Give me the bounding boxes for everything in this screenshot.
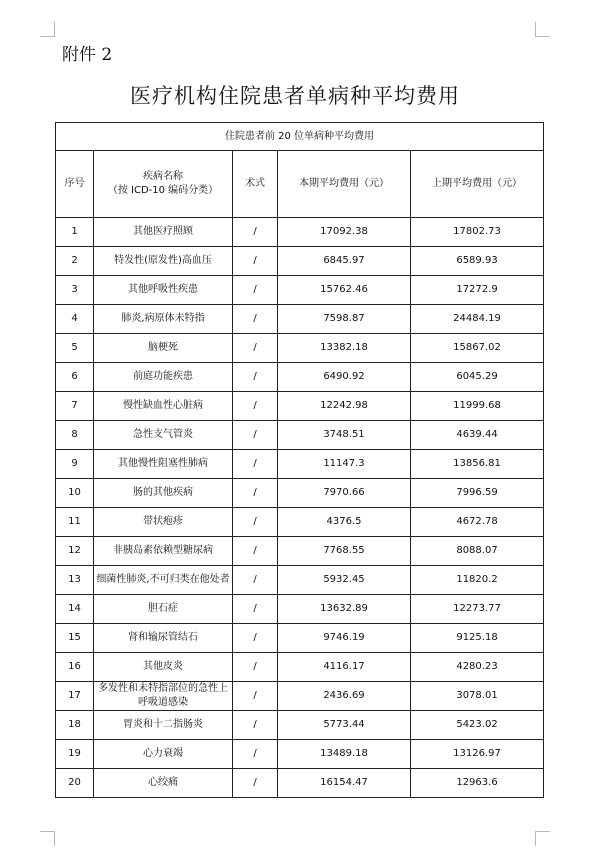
cell-disease: 脑梗死	[94, 334, 233, 363]
cell-seq: 10	[56, 479, 94, 508]
attachment-label: 附件 2	[62, 45, 113, 65]
cell-current-cost: 3748.51	[278, 421, 411, 450]
cell-disease: 多发性和未特指部位的急性上呼吸道感染	[94, 682, 233, 711]
cell-disease: 肺炎,病原体未特指	[94, 305, 233, 334]
cell-current-cost: 12242.98	[278, 392, 411, 421]
table-row	[56, 624, 544, 653]
page-corner-mark	[40, 22, 55, 37]
cell-previous-cost: 15867.02	[411, 334, 544, 363]
cell-seq: 7	[56, 392, 94, 421]
cell-surgery: /	[233, 363, 278, 392]
table-row	[56, 537, 544, 566]
cell-surgery: /	[233, 479, 278, 508]
cell-disease: 心力衰竭	[94, 740, 233, 769]
cell-current-cost: 7970.66	[278, 479, 411, 508]
cell-previous-cost: 3078.01	[411, 682, 544, 711]
table-row	[56, 450, 544, 479]
cell-seq: 8	[56, 421, 94, 450]
cell-current-cost: 17092.38	[278, 218, 411, 247]
table-row	[56, 711, 544, 740]
cell-disease: 带状疱疹	[94, 508, 233, 537]
table-row	[56, 566, 544, 595]
table-row	[56, 247, 544, 276]
cell-surgery: /	[233, 653, 278, 682]
cell-current-cost: 13489.18	[278, 740, 411, 769]
table-row	[56, 595, 544, 624]
table-row	[56, 218, 544, 247]
cell-disease: 其他慢性阻塞性肺病	[94, 450, 233, 479]
cell-current-cost: 6490.92	[278, 363, 411, 392]
cell-disease: 慢性缺血性心脏病	[94, 392, 233, 421]
cell-surgery: /	[233, 247, 278, 276]
cell-seq: 17	[56, 682, 94, 711]
cell-disease: 其他呼吸性疾患	[94, 276, 233, 305]
header-disease	[94, 151, 233, 218]
cell-seq: 4	[56, 305, 94, 334]
cell-seq: 2	[56, 247, 94, 276]
cell-previous-cost: 11999.68	[411, 392, 544, 421]
cell-disease: 细菌性肺炎,不可归类在他处者	[94, 566, 233, 595]
cell-seq: 19	[56, 740, 94, 769]
table-row	[56, 682, 544, 711]
document-title: 医疗机构住院患者单病种平均费用	[130, 84, 460, 108]
cell-seq: 9	[56, 450, 94, 479]
cell-surgery: /	[233, 392, 278, 421]
table-row	[56, 479, 544, 508]
cell-surgery: /	[233, 537, 278, 566]
cell-previous-cost: 4280.23	[411, 653, 544, 682]
cell-previous-cost: 8088.07	[411, 537, 544, 566]
cell-previous-cost: 13856.81	[411, 450, 544, 479]
header-current-cost: 本期平均费用（元）	[278, 151, 411, 218]
cell-seq: 14	[56, 595, 94, 624]
cell-previous-cost: 11820.2	[411, 566, 544, 595]
cell-previous-cost: 7996.59	[411, 479, 544, 508]
cell-current-cost: 4376.5	[278, 508, 411, 537]
table-row	[56, 508, 544, 537]
cell-current-cost: 2436.69	[278, 682, 411, 711]
cell-disease: 胃炎和十二指肠炎	[94, 711, 233, 740]
cell-seq: 16	[56, 653, 94, 682]
cell-previous-cost: 17272.9	[411, 276, 544, 305]
cell-disease: 肾和输尿管结石	[94, 624, 233, 653]
cell-seq: 20	[56, 769, 94, 798]
cell-surgery: /	[233, 305, 278, 334]
cell-surgery: /	[233, 421, 278, 450]
table-row	[56, 392, 544, 421]
cell-current-cost: 15762.46	[278, 276, 411, 305]
cell-previous-cost: 4672.78	[411, 508, 544, 537]
cell-seq: 15	[56, 624, 94, 653]
header-disease-line1: 疾病名称	[143, 171, 183, 182]
cell-previous-cost: 13126.97	[411, 740, 544, 769]
cell-previous-cost: 17802.73	[411, 218, 544, 247]
cell-previous-cost: 5423.02	[411, 711, 544, 740]
cell-current-cost: 6845.97	[278, 247, 411, 276]
cell-disease: 前庭功能疾患	[94, 363, 233, 392]
cell-disease: 心绞痛	[94, 769, 233, 798]
table-row	[56, 305, 544, 334]
cell-previous-cost: 6589.93	[411, 247, 544, 276]
page-corner-mark	[535, 22, 550, 37]
cell-surgery: /	[233, 218, 278, 247]
cell-current-cost: 7598.87	[278, 305, 411, 334]
cost-table	[55, 122, 544, 798]
cell-seq: 6	[56, 363, 94, 392]
cell-surgery: /	[233, 566, 278, 595]
table-row	[56, 334, 544, 363]
page-corner-mark	[40, 831, 55, 846]
cell-current-cost: 13632.89	[278, 595, 411, 624]
cell-disease: 胆石症	[94, 595, 233, 624]
cell-current-cost: 7768.55	[278, 537, 411, 566]
cell-surgery: /	[233, 276, 278, 305]
table-body	[56, 218, 544, 798]
cell-seq: 3	[56, 276, 94, 305]
cell-surgery: /	[233, 508, 278, 537]
cell-current-cost: 5773.44	[278, 711, 411, 740]
cell-disease: 特发性(原发性)高血压	[94, 247, 233, 276]
cell-surgery: /	[233, 450, 278, 479]
cell-surgery: /	[233, 740, 278, 769]
cell-seq: 11	[56, 508, 94, 537]
page-corner-mark	[535, 831, 550, 846]
table-row	[56, 740, 544, 769]
cell-surgery: /	[233, 769, 278, 798]
cell-seq: 12	[56, 537, 94, 566]
cell-surgery: /	[233, 682, 278, 711]
table-row	[56, 421, 544, 450]
cell-previous-cost: 12963.6	[411, 769, 544, 798]
cell-previous-cost: 12273.77	[411, 595, 544, 624]
cell-disease: 肠的其他疾病	[94, 479, 233, 508]
cell-current-cost: 4116.17	[278, 653, 411, 682]
cell-previous-cost: 4639.44	[411, 421, 544, 450]
table-row	[56, 363, 544, 392]
table-row	[56, 769, 544, 798]
header-seq: 序号	[56, 151, 94, 218]
cell-seq: 13	[56, 566, 94, 595]
table-row	[56, 653, 544, 682]
cell-current-cost: 16154.47	[278, 769, 411, 798]
cell-current-cost: 5932.45	[278, 566, 411, 595]
cell-current-cost: 13382.18	[278, 334, 411, 363]
header-disease-line2: （按 ICD-10 编码分类）	[107, 185, 219, 196]
cell-disease: 非胰岛素依赖型糖尿病	[94, 537, 233, 566]
cell-surgery: /	[233, 595, 278, 624]
header-previous-cost: 上期平均费用（元）	[411, 151, 544, 218]
cell-previous-cost: 6045.29	[411, 363, 544, 392]
cell-seq: 1	[56, 218, 94, 247]
cell-surgery: /	[233, 711, 278, 740]
table-caption: 住院患者前 20 位单病种平均费用	[56, 123, 544, 151]
cell-seq: 5	[56, 334, 94, 363]
cell-previous-cost: 24484.19	[411, 305, 544, 334]
cell-current-cost: 11147.3	[278, 450, 411, 479]
cell-disease: 急性支气管炎	[94, 421, 233, 450]
table-row	[56, 276, 544, 305]
cell-disease: 其他医疗照顾	[94, 218, 233, 247]
header-surgery: 术式	[233, 151, 278, 218]
cell-seq: 18	[56, 711, 94, 740]
cell-disease: 其他皮炎	[94, 653, 233, 682]
cell-current-cost: 9746.19	[278, 624, 411, 653]
cell-surgery: /	[233, 624, 278, 653]
cell-surgery: /	[233, 334, 278, 363]
cell-previous-cost: 9125.18	[411, 624, 544, 653]
